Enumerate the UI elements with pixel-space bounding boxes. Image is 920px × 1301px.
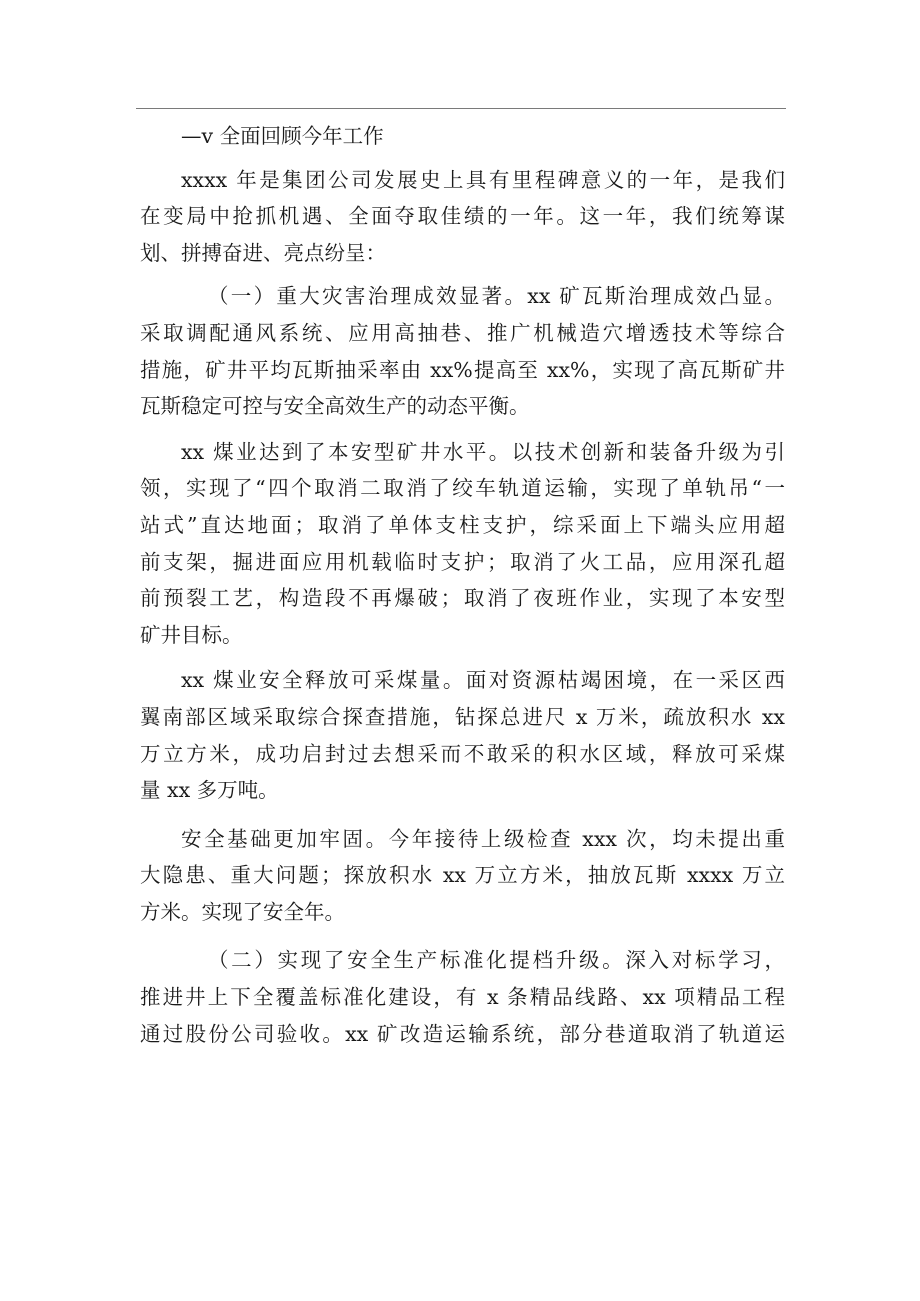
- header-rule: [136, 108, 786, 109]
- paragraph-line: 在变局中抢抓机遇、全面夺取佳绩的一年。这一年，我们统筹谋: [140, 204, 785, 229]
- paragraph-line: （二）实现了安全生产标准化提档升级。深入对标学习，: [208, 948, 785, 973]
- paragraph-line: 前预裂工艺，构造段不再爆破；取消了夜班作业，实现了本安型: [140, 586, 785, 611]
- paragraph-line: xx 煤业安全释放可采煤量。面对资源枯竭困境，在一采区西: [181, 668, 785, 693]
- paragraph-intro: [140, 162, 785, 272]
- paragraph-disaster-control: [140, 278, 785, 424]
- paragraph-safety-foundation: [140, 821, 785, 931]
- paragraph-line: 翼南部区域采取综合探查措施，钻探总进尺 x 万米，疏放积水 xx: [140, 704, 785, 729]
- paragraph-line: 站式”直达地面；取消了单体支柱支护，综采面上下端头应用超: [140, 512, 785, 537]
- paragraph-line: xxxx 年是集团公司发展史上具有里程碑意义的一年，是我们: [181, 167, 785, 192]
- paragraph-line: 安全基础更加牢固。今年接待上级检查 xxx 次，均未提出重: [181, 826, 785, 851]
- paragraph-line: 量 xx 多万吨。: [140, 778, 279, 803]
- section-heading: —v 全面回顾今年工作: [181, 124, 384, 148]
- paragraph-line: 通过股份公司验收。xx 矿改造运输系统，部分巷道取消了轨道运: [140, 1021, 785, 1046]
- paragraph-line: 措施，矿井平均瓦斯抽采率由 xx%提高至 xx%，实现了高瓦斯矿井: [140, 357, 785, 382]
- document-body: [140, 118, 785, 1052]
- paragraph-coal-release: [140, 662, 785, 808]
- paragraph-line: xx 煤业达到了本安型矿井水平。以技术创新和装备升级为引: [181, 439, 785, 464]
- paragraph-line: 瓦斯稳定可控与安全高效生产的动态平衡。: [140, 394, 530, 419]
- paragraph-line: 方米。实现了安全年。: [140, 899, 345, 924]
- paragraph-line: 大隐患、重大问题；探放积水 xx 万立方米，抽放瓦斯 xxxx 万立: [140, 863, 785, 888]
- paragraph-line: 领，实现了“四个取消二取消了绞车轨道运输，实现了单轨吊“一: [140, 476, 785, 501]
- paragraph-standardization: [140, 942, 785, 1052]
- paragraph-line: （一）重大灾害治理成效显著。xx 矿瓦斯治理成效凸显。: [208, 284, 785, 309]
- paragraph-line: 推进井上下全覆盖标准化建设，有 x 条精品线路、xx 项精品工程: [140, 985, 785, 1010]
- paragraph-line: 采取调配通风系统、应用高抽巷、推广机械造穴增透技术等综合: [140, 320, 785, 345]
- paragraph-line: 矿井目标。: [140, 622, 243, 647]
- paragraph-line: 划、拼搏奋进、亮点纷呈：: [140, 240, 386, 265]
- paragraph-line: 万立方米，成功启封过去想采而不敢采的积水区域，释放可采煤: [140, 741, 785, 766]
- paragraph-intrinsic-safety: [140, 434, 785, 654]
- paragraph-line: 前支架，掘进面应用机载临时支护；取消了火工品，应用深孔超: [140, 549, 785, 574]
